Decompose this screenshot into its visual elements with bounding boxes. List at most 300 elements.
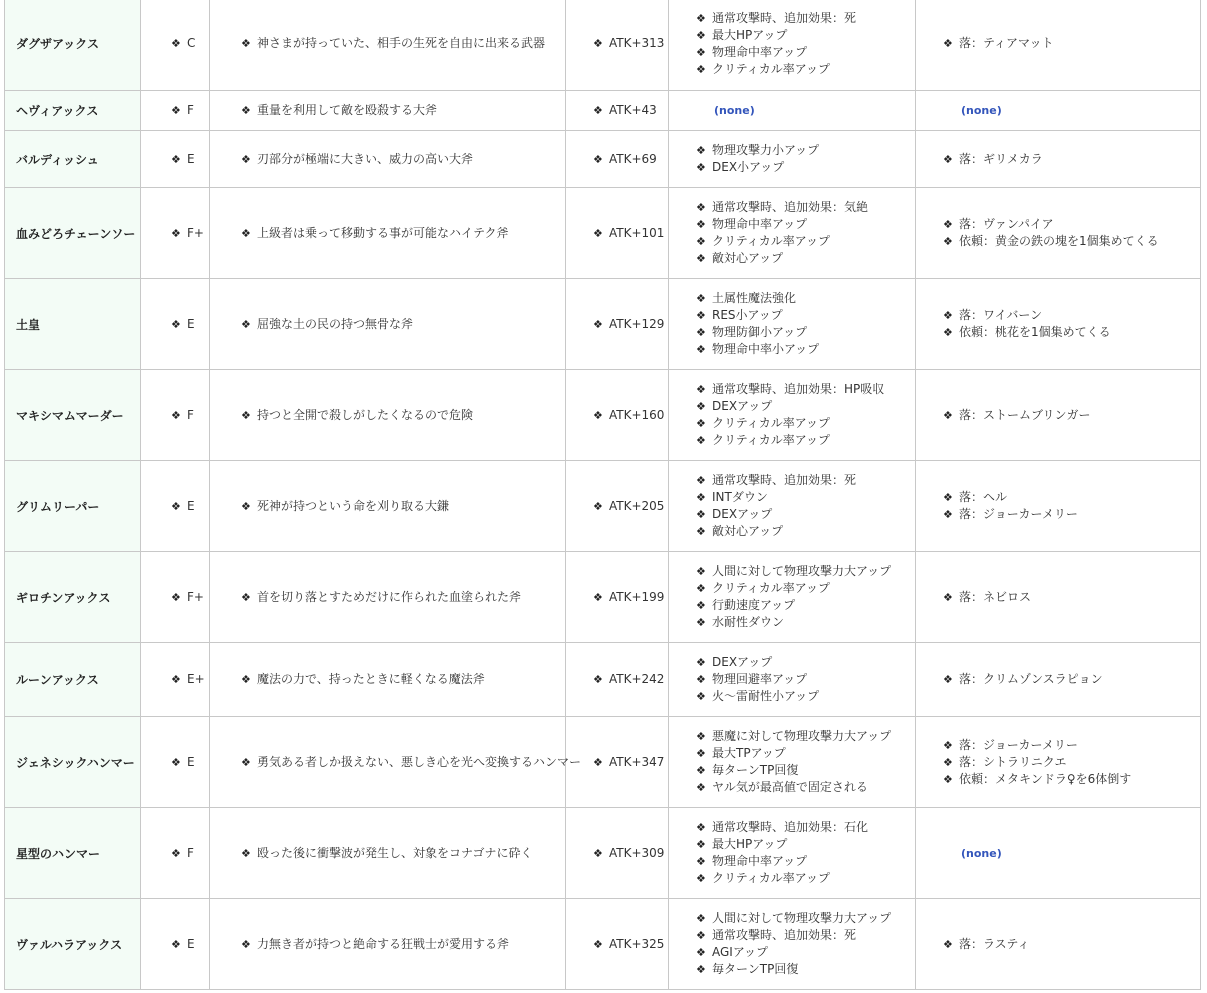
description	[241, 754, 581, 771]
diamond-bullet-icon: ❖	[171, 590, 181, 604]
diamond-bullet-icon: ❖	[171, 846, 181, 860]
effects-cell	[669, 643, 916, 716]
source-item-text: 落：ジョーカーメリー	[959, 507, 1078, 521]
diamond-bullet-icon: ❖	[593, 937, 603, 951]
effect-item	[696, 870, 868, 887]
diamond-bullet-icon: ❖	[943, 235, 953, 248]
rank	[171, 102, 194, 119]
attack-value	[593, 589, 664, 606]
diamond-bullet-icon: ❖	[696, 417, 706, 430]
weapon-name-text: ルーンアックス	[16, 673, 99, 687]
diamond-bullet-icon: ❖	[241, 37, 251, 50]
diamond-bullet-icon: ❖	[696, 292, 706, 305]
effects-none: (none)	[714, 104, 755, 117]
rank-text: F	[187, 845, 194, 860]
rank-text: F+	[187, 225, 204, 240]
attack-value-text: ATK+101	[609, 225, 665, 240]
effects-list	[696, 654, 819, 705]
table-row	[4, 188, 1201, 279]
diamond-bullet-icon: ❖	[241, 499, 251, 513]
sources-list	[943, 407, 1091, 424]
diamond-bullet-icon: ❖	[593, 317, 603, 331]
description	[241, 589, 521, 606]
description-cell	[210, 461, 566, 551]
weapon-name-text: マキシマムマーダー	[16, 408, 124, 423]
effect-item	[696, 27, 856, 44]
diamond-bullet-icon: ❖	[241, 590, 251, 604]
sources-list	[943, 151, 1043, 168]
effect-item-text: 通常攻撃時、追加効果：死	[712, 473, 857, 487]
diamond-bullet-icon: ❖	[171, 673, 181, 686]
effect-item	[696, 142, 819, 159]
diamond-bullet-icon: ❖	[696, 565, 706, 578]
attack-value	[593, 671, 664, 688]
source-item	[943, 936, 1029, 953]
source-item	[943, 737, 1131, 754]
sources-list	[943, 307, 1111, 341]
source-item-text: 落：ティアマット	[959, 36, 1054, 50]
effect-item-text: クリティカル率アップ	[712, 433, 830, 447]
source-item	[943, 307, 1111, 324]
weapon-name	[4, 808, 141, 898]
attack-value-text: ATK+309	[609, 845, 665, 860]
effect-item	[696, 779, 891, 796]
effect-item-text: 行動速度アップ	[712, 598, 796, 612]
diamond-bullet-icon: ❖	[696, 764, 706, 777]
effect-item	[696, 728, 891, 745]
diamond-bullet-icon: ❖	[696, 28, 706, 42]
effect-item-text: 通常攻撃時、追加効果：気絶	[712, 200, 869, 214]
rank-cell	[141, 643, 210, 716]
diamond-bullet-icon: ❖	[241, 937, 251, 951]
effects-list	[696, 910, 891, 978]
diamond-bullet-icon: ❖	[593, 152, 603, 166]
attack-value	[593, 407, 664, 424]
effect-item-text: 火～雷耐性小アップ	[712, 689, 820, 703]
sources-cell	[916, 131, 1201, 187]
sources-none: (none)	[961, 104, 1002, 117]
weapon-name	[4, 131, 141, 187]
effects-list	[696, 199, 868, 267]
rank-text: C	[187, 36, 196, 50]
weapon-name	[4, 552, 141, 642]
rank-cell	[141, 552, 210, 642]
diamond-bullet-icon: ❖	[171, 152, 181, 166]
source-item	[943, 489, 1078, 506]
diamond-bullet-icon: ❖	[696, 525, 706, 538]
rank-cell	[141, 0, 210, 90]
description	[241, 35, 545, 52]
effect-item	[696, 614, 891, 631]
effect-item	[696, 762, 891, 779]
diamond-bullet-icon: ❖	[593, 846, 603, 860]
source-item	[943, 324, 1111, 341]
attack-value-text: ATK+242	[609, 672, 665, 686]
description	[241, 936, 509, 953]
sources-list	[943, 671, 1103, 688]
effects-list	[696, 381, 884, 449]
table-row	[4, 899, 1201, 990]
effect-item	[696, 927, 891, 944]
attack-value	[593, 35, 664, 52]
effect-item-text: 物理防御小アップ	[712, 325, 808, 339]
effect-item	[696, 944, 891, 961]
effect-item-text: 人間に対して物理攻撃力大アップ	[712, 911, 892, 925]
effect-item-text: 通常攻撃時、追加効果：石化	[712, 820, 869, 834]
attack-value	[593, 498, 664, 515]
description-text: 力無き者が持つと絶命する狂戦士が愛用する斧	[257, 936, 510, 951]
rank-cell	[141, 370, 210, 460]
description-text: 首を切り落とすためだけに作られた血塗られた斧	[257, 589, 522, 604]
effect-item	[696, 61, 856, 78]
source-item-text: 落：ストームブリンガー	[959, 407, 1091, 422]
effects-cell	[669, 188, 916, 278]
diamond-bullet-icon: ❖	[943, 937, 953, 951]
rank-cell	[141, 131, 210, 187]
weapon-name-text: ヘヴィアックス	[16, 104, 99, 118]
sources-cell	[916, 279, 1201, 369]
effect-item	[696, 597, 891, 614]
attack-value-text: ATK+313	[609, 36, 665, 50]
diamond-bullet-icon: ❖	[171, 408, 181, 422]
diamond-bullet-icon: ❖	[241, 317, 251, 331]
diamond-bullet-icon: ❖	[696, 855, 706, 868]
effects-cell	[669, 808, 916, 898]
diamond-bullet-icon: ❖	[241, 104, 251, 117]
diamond-bullet-icon: ❖	[943, 309, 953, 322]
effect-item-text: 最大HPアップ	[712, 27, 788, 42]
effect-item-text: 物理攻撃力小アップ	[712, 143, 820, 157]
diamond-bullet-icon: ❖	[696, 616, 706, 629]
rank-text: E+	[187, 672, 205, 686]
effects-list	[696, 728, 891, 796]
attack-value-text: ATK+69	[609, 151, 657, 166]
rank	[171, 225, 204, 242]
diamond-bullet-icon: ❖	[696, 747, 706, 760]
attack-value-text: ATK+43	[609, 103, 657, 117]
attack-cell	[566, 717, 669, 807]
effect-item-text: DEXアップ	[712, 399, 773, 413]
rank-cell	[141, 717, 210, 807]
attack-cell	[566, 0, 669, 90]
description-cell	[210, 91, 566, 130]
effect-item	[696, 324, 819, 341]
effect-item	[696, 472, 856, 489]
effect-item-text: RES小アップ	[712, 308, 783, 322]
rank	[171, 754, 195, 771]
description-cell	[210, 643, 566, 716]
effect-item-text: DEX小アップ	[712, 160, 785, 174]
diamond-bullet-icon: ❖	[696, 400, 706, 413]
attack-cell	[566, 91, 669, 130]
attack-value	[593, 316, 664, 333]
source-item	[943, 233, 1159, 250]
attack-cell	[566, 188, 669, 278]
effect-item-text: 通常攻撃時、追加効果：HP吸収	[712, 382, 885, 396]
attack-value	[593, 754, 664, 771]
diamond-bullet-icon: ❖	[696, 656, 706, 669]
diamond-bullet-icon: ❖	[696, 781, 706, 794]
description	[241, 102, 437, 119]
attack-value	[593, 102, 657, 119]
effect-item-text: ヤル気が最高値で固定される	[712, 780, 868, 794]
weapon-name-text: ダグザアックス	[16, 37, 100, 51]
source-item	[943, 407, 1091, 424]
diamond-bullet-icon: ❖	[943, 738, 953, 752]
description-text: 重量を利用して敵を殴殺する大斧	[257, 103, 438, 117]
table-row	[4, 643, 1201, 717]
diamond-bullet-icon: ❖	[943, 37, 953, 50]
effects-cell	[669, 0, 916, 90]
description-text: 魔法の力で、持ったときに軽くなる魔法斧	[257, 672, 485, 686]
attack-value	[593, 845, 664, 862]
description-cell	[210, 188, 566, 278]
description-cell	[210, 279, 566, 369]
attack-value	[593, 151, 657, 168]
effects-list	[696, 472, 856, 540]
effect-item-text: 敵対心アップ	[712, 524, 784, 538]
sources-list	[943, 35, 1054, 52]
description-cell	[210, 717, 582, 807]
weapon-name-text: 血みどろチェーンソー	[16, 226, 136, 241]
effect-item-text: クリティカル率アップ	[712, 416, 830, 430]
diamond-bullet-icon: ❖	[696, 582, 706, 595]
sources-cell	[916, 552, 1201, 642]
description-cell	[210, 131, 566, 187]
sources-cell	[916, 188, 1201, 278]
attack-cell	[566, 131, 669, 187]
description-cell	[210, 0, 566, 90]
source-item-text: 落：ジョーカーメリー	[959, 737, 1078, 752]
description-text: 屈強な土の民の持つ無骨な斧	[257, 316, 414, 331]
effects-cell	[669, 370, 916, 460]
effect-item-text: 毎ターンTP回復	[712, 763, 799, 777]
effects-cell	[669, 717, 916, 807]
effect-item-text: 水耐性ダウン	[712, 615, 785, 629]
rank	[171, 316, 195, 333]
sources-list	[943, 489, 1078, 523]
attack-cell	[566, 279, 669, 369]
effect-item-text: クリティカル率アップ	[712, 581, 830, 595]
description-cell	[210, 899, 566, 989]
table-row	[4, 370, 1201, 461]
diamond-bullet-icon: ❖	[241, 755, 251, 769]
diamond-bullet-icon: ❖	[696, 201, 706, 214]
description	[241, 225, 509, 242]
effect-item-text: クリティカル率アップ	[712, 234, 830, 248]
attack-value-text: ATK+199	[609, 589, 665, 604]
effect-item	[696, 44, 856, 61]
diamond-bullet-icon: ❖	[943, 772, 953, 786]
sources-none: (none)	[961, 846, 1002, 860]
description-text: 勇気ある者しか扱えない、悪しき心を光へ変換するハンマー	[257, 754, 582, 769]
diamond-bullet-icon: ❖	[943, 673, 953, 686]
diamond-bullet-icon: ❖	[696, 946, 706, 959]
source-item-text: 落：ヘル	[959, 490, 1008, 504]
description	[241, 151, 473, 168]
sources-cell	[916, 91, 1201, 130]
table-row	[4, 808, 1201, 899]
effect-item-text: AGIアップ	[712, 945, 768, 959]
source-item	[943, 216, 1159, 233]
diamond-bullet-icon: ❖	[171, 499, 181, 513]
diamond-bullet-icon: ❖	[696, 45, 706, 59]
diamond-bullet-icon: ❖	[593, 499, 603, 513]
diamond-bullet-icon: ❖	[593, 590, 603, 604]
effect-item	[696, 199, 868, 216]
effect-item-text: 人間に対して物理攻撃力大アップ	[712, 564, 892, 578]
effect-item-text: 通常攻撃時、追加効果：死	[712, 10, 857, 25]
rank	[171, 936, 195, 953]
effect-item	[696, 216, 868, 233]
attack-cell	[566, 461, 669, 551]
rank-text: F	[187, 103, 194, 117]
effects-list	[696, 290, 819, 358]
effect-item-text: 最大TPアップ	[712, 746, 786, 760]
effect-item	[696, 853, 868, 870]
effect-item	[696, 580, 891, 597]
effect-item-text: 通常攻撃時、追加効果：死	[712, 928, 857, 942]
effect-item-text: 物理命中率アップ	[712, 217, 808, 231]
weapon-name	[4, 643, 141, 716]
table-row	[4, 552, 1201, 643]
source-item-text: 依頼：メタキンドラ♀を6体倒す	[959, 771, 1132, 786]
weapon-name-text: ギロチンアックス	[16, 590, 111, 605]
sources-cell	[916, 808, 1201, 898]
effects-list	[696, 142, 819, 176]
weapon-name-text: グリムリーパー	[16, 499, 100, 514]
effect-item	[696, 341, 819, 358]
description-cell	[210, 370, 566, 460]
sources-cell	[916, 899, 1201, 989]
effects-cell	[669, 279, 916, 369]
effects-cell	[669, 131, 916, 187]
rank	[171, 589, 204, 606]
weapon-name	[4, 899, 141, 989]
diamond-bullet-icon: ❖	[696, 434, 706, 447]
diamond-bullet-icon: ❖	[696, 491, 706, 504]
rank-text: F	[187, 407, 194, 422]
diamond-bullet-icon: ❖	[696, 343, 706, 356]
diamond-bullet-icon: ❖	[696, 11, 706, 25]
description	[241, 845, 533, 862]
diamond-bullet-icon: ❖	[171, 37, 181, 50]
table-row	[4, 91, 1201, 131]
attack-value-text: ATK+129	[609, 316, 665, 331]
attack-cell	[566, 552, 669, 642]
diamond-bullet-icon: ❖	[696, 730, 706, 743]
rank-cell	[141, 899, 210, 989]
diamond-bullet-icon: ❖	[943, 590, 953, 604]
effect-item-text: クリティカル率アップ	[712, 61, 830, 76]
diamond-bullet-icon: ❖	[696, 929, 706, 942]
effects-list	[696, 10, 856, 78]
weapon-name	[4, 461, 141, 551]
weapon-name	[4, 279, 141, 369]
effects-list	[696, 819, 868, 887]
diamond-bullet-icon: ❖	[696, 474, 706, 487]
diamond-bullet-icon: ❖	[171, 755, 181, 769]
description-text: 刃部分が極端に大きい、威力の高い大斧	[257, 151, 474, 166]
diamond-bullet-icon: ❖	[696, 309, 706, 322]
diamond-bullet-icon: ❖	[696, 161, 706, 174]
diamond-bullet-icon: ❖	[696, 963, 706, 976]
weapon-name-text: 星型のハンマー	[16, 846, 101, 861]
rank-cell	[141, 808, 210, 898]
effect-item-text: 土属性魔法強化	[712, 291, 797, 305]
diamond-bullet-icon: ❖	[943, 152, 953, 166]
effect-item	[696, 307, 819, 324]
diamond-bullet-icon: ❖	[593, 226, 603, 240]
diamond-bullet-icon: ❖	[943, 326, 953, 339]
sources-cell	[916, 0, 1201, 90]
diamond-bullet-icon: ❖	[696, 872, 706, 885]
effect-item	[696, 910, 891, 927]
table-row	[4, 131, 1201, 188]
sources-cell	[916, 717, 1201, 807]
diamond-bullet-icon: ❖	[241, 673, 251, 686]
rank	[171, 845, 194, 862]
sources-list	[943, 216, 1159, 250]
diamond-bullet-icon: ❖	[696, 599, 706, 612]
sources-cell	[916, 461, 1201, 551]
weapon-name	[4, 188, 141, 278]
description	[241, 498, 449, 515]
diamond-bullet-icon: ❖	[943, 218, 953, 231]
source-item	[943, 754, 1131, 771]
attack-cell	[566, 899, 669, 989]
diamond-bullet-icon: ❖	[696, 144, 706, 157]
effect-item-text: INTダウン	[712, 490, 768, 504]
weapon-name	[4, 717, 141, 807]
effect-item	[696, 159, 819, 176]
diamond-bullet-icon: ❖	[696, 912, 706, 925]
effect-item-text: 悪魔に対して物理攻撃力大アップ	[712, 729, 892, 743]
diamond-bullet-icon: ❖	[696, 218, 706, 231]
rank-text: E	[187, 151, 195, 166]
sources-list	[943, 936, 1029, 953]
effect-item	[696, 563, 891, 580]
table-row	[4, 717, 1201, 808]
effect-item-text: DEXアップ	[712, 655, 773, 669]
effects-cell	[669, 91, 916, 130]
description-cell	[210, 808, 566, 898]
source-item-text: 落：クリムゾンスラピョン	[959, 672, 1103, 686]
description	[241, 671, 485, 688]
rank-cell	[141, 461, 210, 551]
sources-list	[943, 737, 1131, 788]
effect-item	[696, 506, 856, 523]
weapon-name	[4, 370, 141, 460]
diamond-bullet-icon: ❖	[943, 755, 953, 769]
effect-item-text: 毎ターンTP回復	[712, 962, 799, 976]
rank-text: F+	[187, 589, 204, 604]
attack-cell	[566, 808, 669, 898]
effect-item-text: 物理回避率アップ	[712, 672, 808, 686]
description	[241, 407, 473, 424]
source-item-text: 落：ギリメカラ	[959, 151, 1043, 166]
weapon-name-text: ヴァルハラアックス	[16, 937, 123, 952]
diamond-bullet-icon: ❖	[696, 235, 706, 248]
table-row	[4, 461, 1201, 552]
weapon-name-text: ジェネシックハンマー	[16, 755, 135, 770]
sources-cell	[916, 643, 1201, 716]
diamond-bullet-icon: ❖	[171, 226, 181, 240]
effect-item-text: DEXアップ	[712, 507, 773, 521]
diamond-bullet-icon: ❖	[593, 408, 603, 422]
description-cell	[210, 552, 566, 642]
description-text: 神さまが持っていた、相手の生死を自由に出来る武器	[257, 36, 546, 50]
